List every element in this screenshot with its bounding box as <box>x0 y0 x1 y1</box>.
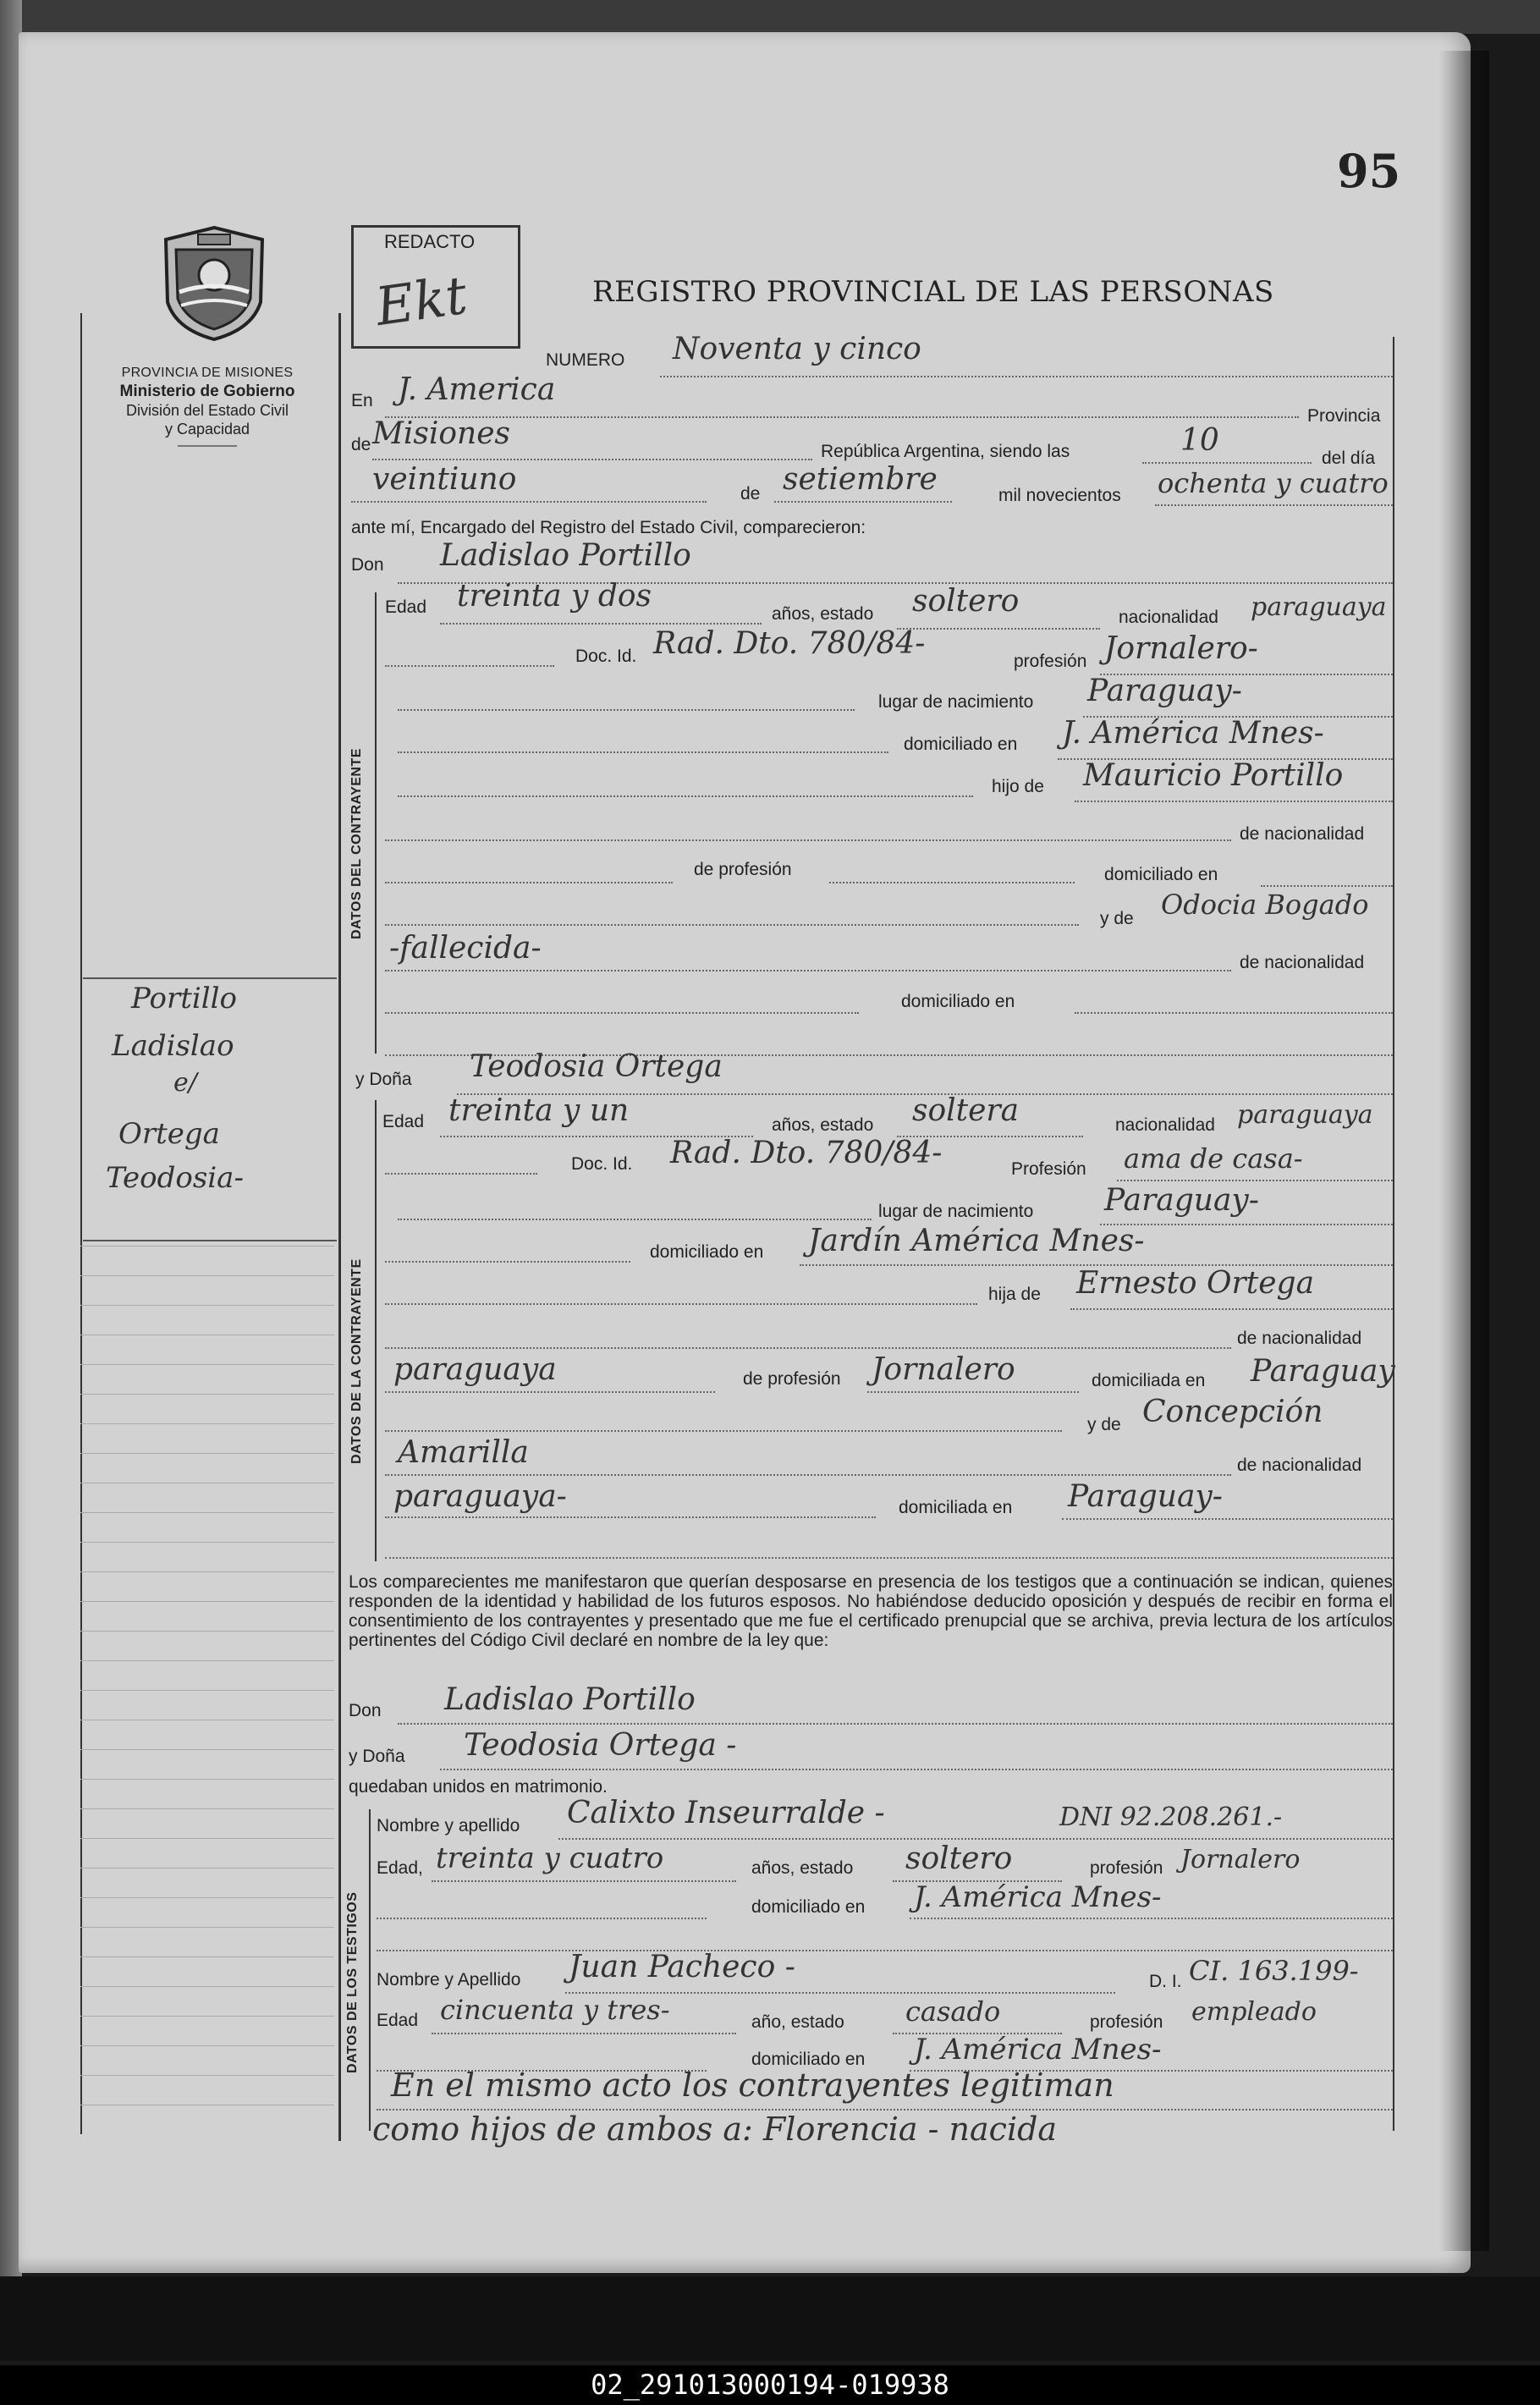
numero-value: Noventa y cinco <box>673 332 921 366</box>
t1-edad-line <box>432 1880 736 1882</box>
c-padre-value: Mauricio Portillo <box>1083 758 1344 793</box>
c-padre-prof-line <box>829 882 1075 883</box>
f-padre-prof-value: Jornalero <box>872 1352 1015 1387</box>
c-domic2-label: domiciliado en <box>1104 865 1218 884</box>
c-domic3-label: domiciliado en <box>901 992 1015 1011</box>
c-domic-value: J. América Mnes- <box>1062 716 1324 751</box>
form-left-line <box>338 313 341 2141</box>
t2-nombre-label: Nombre y Apellido <box>377 1970 521 1989</box>
mes-line <box>774 501 952 503</box>
c-lugar-value: Paraguay- <box>1087 674 1242 708</box>
redacto-initials: Ekt <box>371 263 471 338</box>
t1-domic-label: domiciliado en <box>751 1897 866 1917</box>
t2-doc-label: D. I. <box>1149 1972 1182 1991</box>
f-estado-value: soltera <box>912 1093 1020 1128</box>
bottom-edge <box>0 2276 1540 2361</box>
t1-domic-line <box>910 1918 1393 1919</box>
f-domic3-label: domiciliada en <box>899 1498 1013 1517</box>
t2-anos-label: año, estado <box>751 2012 844 2032</box>
f-padre-nac-pre-line <box>385 1347 1231 1349</box>
f-domic-value: Jardín América Mnes- <box>808 1224 1145 1258</box>
left-margin-line <box>80 313 82 2134</box>
t1-end-line <box>377 1950 1393 1951</box>
t2-nombre-value: Juan Pacheco - <box>569 1950 795 1984</box>
c-padre-domic-line <box>1261 885 1393 887</box>
f-madre-value: Concepción <box>1142 1395 1323 1429</box>
c-madre-pre-line <box>385 924 1079 926</box>
provincial-seal-icon <box>161 224 267 343</box>
ministry-block <box>85 364 330 447</box>
c-edad-label: Edad <box>385 597 427 617</box>
t1-estado-value: soltero <box>905 1841 1013 1876</box>
decl-dona-value: Teodosia Ortega - <box>464 1728 737 1763</box>
margin-note-surname: Portillo <box>131 982 237 1015</box>
t2-edad-value: cincuenta y tres- <box>440 1994 670 2026</box>
f-madre-nac-line <box>385 1516 876 1518</box>
f-madre-domic-line <box>1062 1518 1393 1520</box>
top-edge <box>0 0 1540 34</box>
c-edad-line <box>440 623 762 625</box>
final-note-line-2: como hijos de ambos a: Florencia - nacida <box>372 2111 1058 2148</box>
c-y-de-label: y de <box>1100 909 1134 928</box>
f-end-line <box>385 1557 1393 1559</box>
f-madre-pre-line <box>385 1430 1062 1432</box>
form-right-line <box>1393 337 1394 2131</box>
t1-nombre-line <box>558 1838 1393 1840</box>
c-de-nac2-label: de nacionalidad <box>1240 953 1365 972</box>
t1-nombre-label: Nombre y apellido <box>377 1816 520 1835</box>
c-madre-domic-pre-line <box>385 1012 859 1014</box>
t1-doc-value: DNI 92.208.261.- <box>1059 1802 1283 1832</box>
c-edad-value: treinta y dos <box>457 579 652 614</box>
t2-edad-label: Edad <box>377 2011 419 2030</box>
f-doc-pre-line <box>385 1173 537 1175</box>
don-value: Ladislao Portillo <box>440 538 691 573</box>
f-padre-line <box>1070 1308 1393 1310</box>
c-hijo-pre-line <box>398 795 973 797</box>
contrayente-section-label: DATOS DEL CONTRAYENTE <box>349 748 364 939</box>
f-prof-label: Profesión <box>1011 1159 1086 1179</box>
image-id-caption: 02_291013000194-019938 <box>0 2365 1540 2405</box>
f-nac-value: paraguaya <box>1237 1100 1373 1130</box>
f-padre-value: Ernesto Ortega <box>1076 1266 1315 1301</box>
c-padre-nac-line <box>385 839 1231 841</box>
f-hija-label: hija de <box>988 1285 1041 1304</box>
ante-label: ante mí, Encargado del Registro del Estado Civil, comparecieron: <box>351 518 866 537</box>
declaration-paragraph: Los comparecientes me manifestaron que querían desposarse en presencia de los testigos que a continuación se indican, quienes responden de la identidad y habilidad de los futuros esposos. No habiéndose deducido oposición y después de recibir en forma el consentimiento de los contrayentes y presentado que me fue el certificado prenupcial que se archiva, previa lectura de los artículos pertinentes del Código Civil declaré en nombre de la ley que: <box>349 1572 1393 1650</box>
page-shadow <box>1438 51 1489 2251</box>
f-hija-pre-line <box>385 1303 977 1305</box>
quedaban-text: quedaban unidos en matrimonio. <box>349 1777 608 1797</box>
f-padre-nac-line <box>385 1391 715 1393</box>
c-padre-line <box>1075 801 1393 802</box>
dia-value: veintiuno <box>372 462 517 497</box>
t2-estado-value: casado <box>905 1995 1001 2028</box>
decl-don-line <box>398 1723 1393 1725</box>
f-lugar-value: Paraguay- <box>1104 1183 1259 1218</box>
f-nac-label: nacionalidad <box>1115 1115 1215 1135</box>
don-label: Don <box>351 555 384 575</box>
en-line <box>385 416 1299 418</box>
f-anos-label: años, estado <box>772 1115 874 1135</box>
t1-nombre-value: Calixto Inseurralde - <box>567 1796 885 1830</box>
mil-label: mil novecientos <box>998 486 1121 505</box>
margin-note-name: Ladislao <box>112 1029 234 1063</box>
margin-note-conj: e/ <box>173 1068 197 1098</box>
decl-dona-line <box>440 1769 1393 1770</box>
margin-note-name-2: Teodosia- <box>106 1161 244 1195</box>
c-prof-value: Jornalero- <box>1104 631 1258 666</box>
f-domic2-label: domiciliada en <box>1092 1371 1206 1390</box>
republica-label: República Argentina, siendo las <box>821 442 1070 461</box>
t1-prof-label: profesión <box>1090 1858 1163 1878</box>
numero-line <box>660 376 1393 377</box>
t2-doc-value: CI. 163.199- <box>1189 1955 1359 1987</box>
f-madre-domic-value: Paraguay- <box>1068 1479 1223 1514</box>
c-madre-nac-line <box>385 970 1231 971</box>
f-lugar-pre-line <box>398 1219 872 1220</box>
mes-value: setiembre <box>783 462 938 497</box>
f-doc-label: Doc. Id. <box>571 1154 633 1174</box>
c-fallecida-value: -fallecida- <box>389 931 542 966</box>
dona-label: y Doña <box>355 1070 412 1089</box>
f-padre-nac-value: paraguaya <box>393 1352 557 1387</box>
c-doc-value: Rad. Dto. 780/84- <box>653 626 926 661</box>
t1-edad-value: treinta y cuatro <box>436 1841 664 1875</box>
divider <box>178 445 237 447</box>
t1-domic-pre-line <box>377 1918 707 1919</box>
t2-prof-label: profesión <box>1090 2012 1163 2032</box>
anio-value: ochenta y cuatro <box>1158 467 1389 499</box>
c-de-prof-label: de profesión <box>694 860 792 879</box>
f-y-de-label: y de <box>1087 1415 1121 1434</box>
de-value: Misiones <box>372 416 511 451</box>
dia-line <box>351 501 707 503</box>
f-edad-value: treinta y un <box>448 1093 630 1128</box>
t1-anos-label: años, estado <box>751 1858 854 1878</box>
de-label: de <box>351 435 371 454</box>
contrayenta-section-label: DATOS DE LA CONTRAYENTE <box>349 1258 364 1464</box>
c-prof-label: profesión <box>1014 652 1087 671</box>
f-madre-nac-pre-line <box>385 1474 1231 1476</box>
numero-label: NUMERO <box>546 350 625 370</box>
c-hijo-label: hijo de <box>992 777 1044 796</box>
c-de-nac-label: de nacionalidad <box>1240 824 1365 844</box>
c-nac-value: paraguaya <box>1251 592 1387 622</box>
f-prof-line <box>1117 1180 1393 1181</box>
testigos-bracket <box>369 1809 371 2131</box>
f-padre-domic-value: Paraguay <box>1251 1354 1395 1389</box>
division-name: División del Estado Civil <box>125 402 289 419</box>
c-domic-label: domiciliado en <box>904 735 1018 754</box>
c-doc-label: Doc. Id. <box>575 647 637 666</box>
province-name: PROVINCIA DE MISIONES <box>121 366 294 380</box>
f-prof-value: ama de casa- <box>1124 1142 1303 1175</box>
t1-domic-value: J. América Mnes- <box>914 1880 1162 1914</box>
en-value: J. America <box>398 372 556 407</box>
t2-prof-value: empleado <box>1191 1997 1317 2027</box>
c-estado-value: soltero <box>912 584 1020 619</box>
ministry-name: Ministerio de Gobierno <box>119 382 295 400</box>
t2-domic-label: domiciliado en <box>751 2050 866 2069</box>
c-domic-pre-line <box>398 751 888 753</box>
c-lugar-label: lugar de nacimiento <box>878 692 1034 712</box>
decl-dona-label: y Doña <box>349 1747 405 1766</box>
dona-value: Teodosia Ortega <box>470 1049 723 1084</box>
f-domic-label: domiciliado en <box>650 1242 764 1262</box>
f-doc-value: Rad. Dto. 780/84- <box>670 1136 943 1170</box>
page-number: 95 <box>1337 144 1401 198</box>
contrayenta-bracket <box>375 1100 377 1561</box>
testigos-section-label: DATOS DE LOS TESTIGOS <box>345 1891 360 2073</box>
final-note-line-1: En el mismo acto los contrayentes legitiman <box>391 2067 1114 2104</box>
decl-don-value: Ladislao Portillo <box>444 1682 696 1717</box>
c-estado-line <box>897 628 1100 630</box>
c-padre-prof-pre-line <box>385 882 673 883</box>
contrayente-bracket <box>375 592 377 1054</box>
margin-separator-top <box>83 977 337 979</box>
f-domic-pre-line <box>385 1261 630 1263</box>
f-madre-value-2: Amarilla <box>398 1435 529 1470</box>
en-label: En <box>351 391 373 410</box>
redacto-label: REDACTO <box>384 231 476 252</box>
c-anos-label: años, estado <box>772 604 874 624</box>
anio-line <box>1155 504 1393 506</box>
f-padre-prof-line <box>867 1391 1079 1393</box>
division-name-2: y Capacidad <box>164 421 250 438</box>
f-madre-nac-value: paraguaya- <box>393 1479 567 1514</box>
t1-edad-label: Edad, <box>377 1858 423 1878</box>
c-madre-domic-line <box>1075 1012 1393 1014</box>
margin-separator-bottom <box>83 1240 337 1241</box>
f-de-nac2-label: de nacionalidad <box>1237 1456 1362 1475</box>
c-nac-label: nacionalidad <box>1119 608 1218 627</box>
provincia-label: Provincia <box>1307 406 1381 426</box>
hora-value: 10 <box>1180 423 1219 458</box>
f-de-prof-label: de profesión <box>743 1369 841 1389</box>
f-de-nac-label: de nacionalidad <box>1237 1329 1362 1348</box>
t1-prof-value: Jornalero <box>1180 1845 1301 1874</box>
redacto-box <box>351 225 520 349</box>
de-line <box>372 459 812 460</box>
margin-note-surname-2: Ortega <box>118 1117 220 1151</box>
de-mes-label: de <box>740 484 761 504</box>
document-title: REGISTRO PROVINCIAL DE LAS PERSONAS <box>592 275 1274 309</box>
del-dia-label: del día <box>1322 449 1376 468</box>
t2-domic-value: J. América Mnes- <box>914 2033 1162 2067</box>
f-edad-label: Edad <box>382 1112 425 1131</box>
c-madre-value: Odocia Bogado <box>1161 889 1369 921</box>
t2-edad-line <box>432 2033 736 2034</box>
f-lugar-label: lugar de nacimiento <box>878 1202 1034 1221</box>
hora-line <box>1142 462 1312 464</box>
decl-don-label: Don <box>349 1701 382 1720</box>
c-doc-pre-line <box>385 665 554 667</box>
c-lugar-pre-line <box>398 709 855 711</box>
